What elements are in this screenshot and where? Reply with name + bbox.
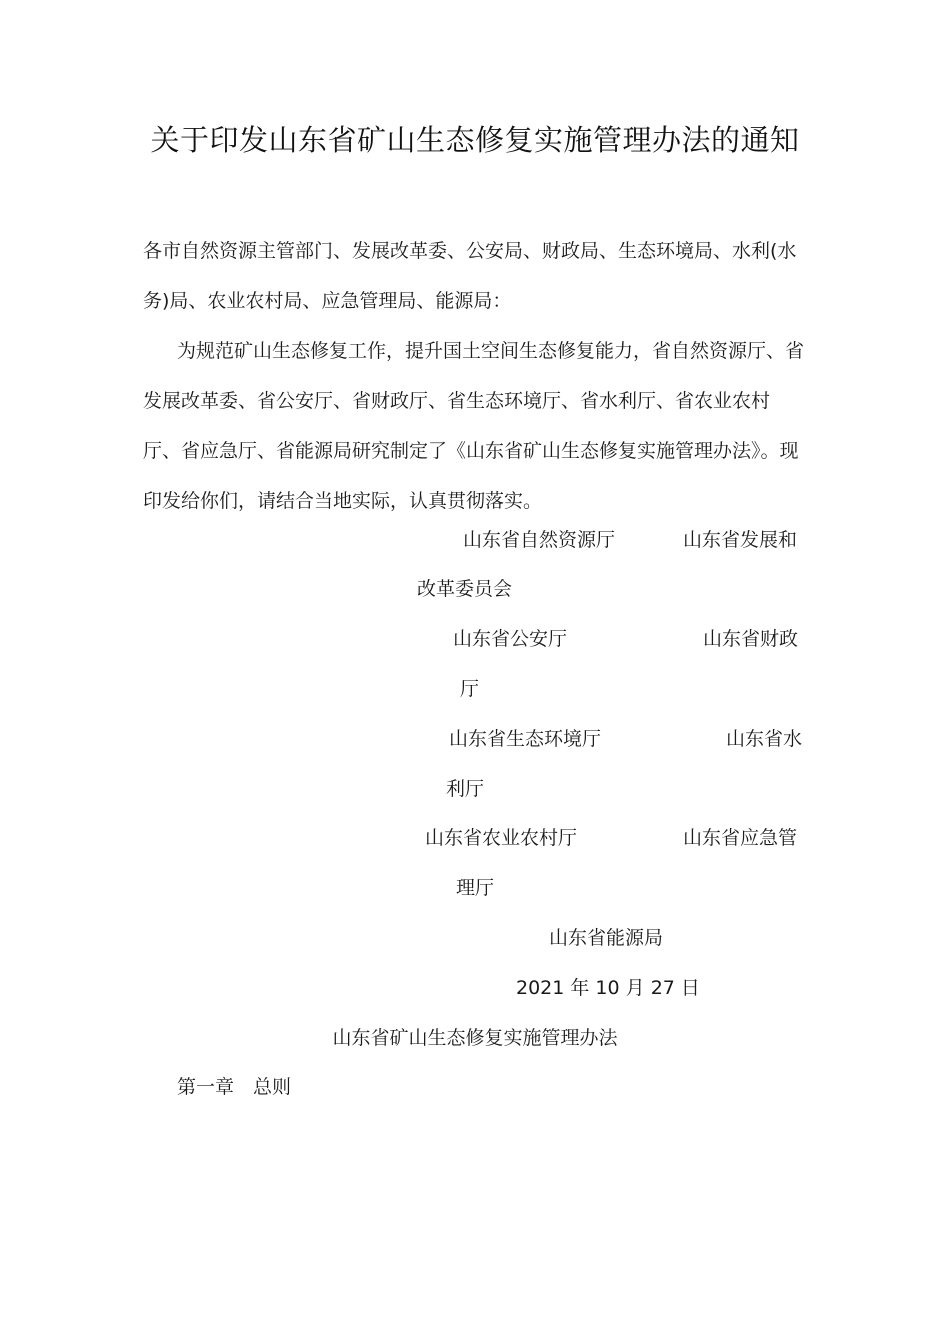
body-paragraph: 为规范矿山生态修复工作，提升国土空间生态修复能力，省自然资源厅、省发展改革委、省公安厅、省财政厅、省生态环境厅、省水利厅、省农业农村厅、省应急厅、省能源局研究制定了《山东省矿山生态修复实施管理办法》。现印发给你们，请结合当地实际，认真贯彻落实。 <box>143 340 805 512</box>
signatory-2-name-a: 山东省公安厅 <box>453 628 568 650</box>
signatory-5-name: 山东省能源局 <box>549 927 664 949</box>
addressee-paragraph: 各市自然资源主管部门、发展改革委、公安局、财政局、生态环境局、水利(水务)局、农业农村局、应急管理局、能源局： <box>143 240 797 312</box>
signatory-3-continuation: 利厅 <box>446 778 485 800</box>
signatory-4-name-b: 山东省应急管 <box>683 827 798 849</box>
document-title: 关于印发山东省矿山生态修复实施管理办法的通知 <box>150 123 800 157</box>
signatory-3-name-b: 山东省水 <box>726 728 803 750</box>
signatory-1-name-b: 山东省发展和 <box>683 529 798 551</box>
signatory-1-name-a: 山东省自然资源厅 <box>463 529 616 551</box>
signatory-3-name-a: 山东省生态环境厅 <box>449 728 602 750</box>
chapter-heading: 第一章 总则 <box>177 1076 292 1098</box>
issue-date: 2021 年 10 月 27 日 <box>516 977 700 999</box>
signatory-4-continuation: 理厅 <box>456 877 495 899</box>
signatory-2-continuation: 厅 <box>460 678 480 700</box>
signatory-2-name-b: 山东省财政 <box>703 628 799 650</box>
signatory-4-name-a: 山东省农业农村厅 <box>425 827 578 849</box>
signatory-1-continuation: 改革委员会 <box>417 578 513 600</box>
attachment-title: 山东省矿山生态修复实施管理办法 <box>332 1027 618 1049</box>
